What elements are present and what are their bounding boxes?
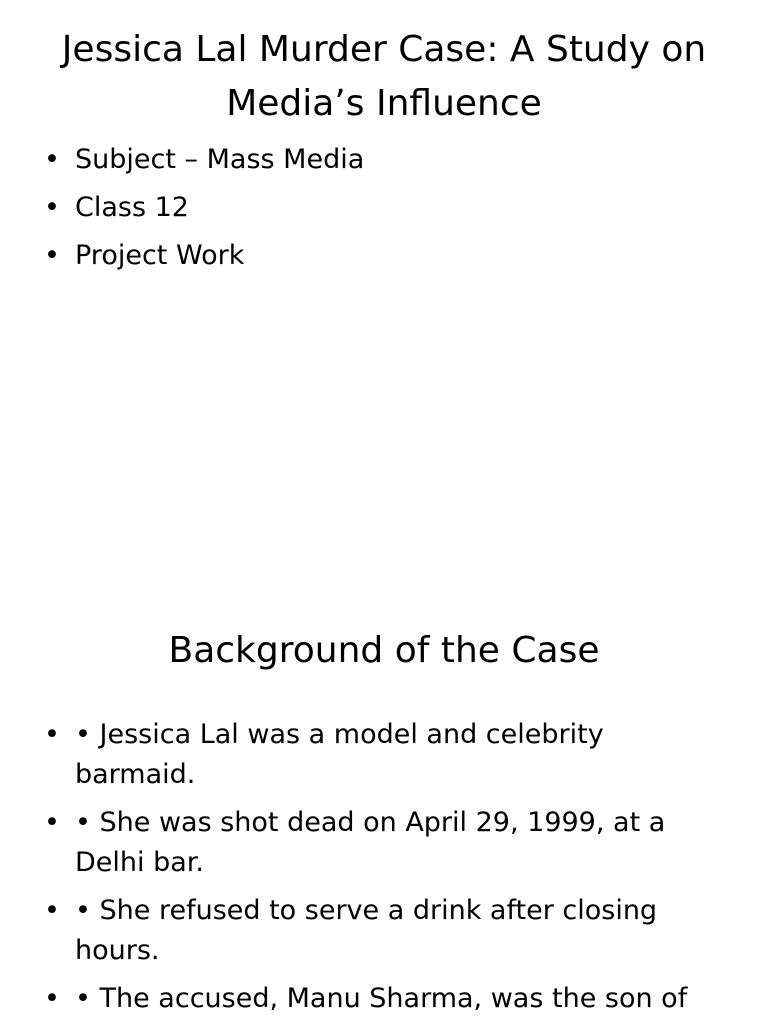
bullet-text: • She was shot dead on April 29, 1999, at a Delhi bar.: [75, 807, 666, 878]
bullet-dot-icon: •: [44, 895, 60, 926]
bullet-item: [44, 236, 728, 276]
bullet-text: • The accused, Manu Sharma, was the son of: [75, 983, 688, 1014]
bullet-list: [44, 715, 728, 1027]
bullet-text: • She refused to serve a drink after closing hours.: [75, 895, 658, 966]
bullet-dot-icon: •: [44, 719, 60, 750]
bullet-item: [44, 140, 728, 180]
slide-title: Jessica Lal Murder Case: A Study on Media’s Influence: [61, 29, 707, 124]
bullet-dot-icon: •: [44, 807, 60, 838]
bullet-item: [44, 715, 728, 795]
bullet-text: Subject – Mass Media: [75, 144, 365, 175]
bullet-dot-icon: •: [44, 144, 60, 175]
bullet-item: [44, 891, 728, 971]
bullet-item: [44, 803, 728, 883]
bullet-text: Project Work: [75, 240, 245, 271]
bullet-dot-icon: •: [44, 983, 60, 1014]
bullet-list: [44, 140, 728, 284]
bullet-dot-icon: •: [44, 240, 60, 271]
bullet-item: [44, 188, 728, 228]
bullet-dot-icon: •: [44, 192, 60, 223]
bullet-text: Class 12: [75, 192, 189, 223]
slide-title: Background of the Case: [168, 630, 600, 671]
bullet-item: [44, 979, 728, 1019]
slide-2: [0, 576, 768, 1024]
bullet-text: • Jessica Lal was a model and celebrity barmaid.: [75, 719, 604, 790]
